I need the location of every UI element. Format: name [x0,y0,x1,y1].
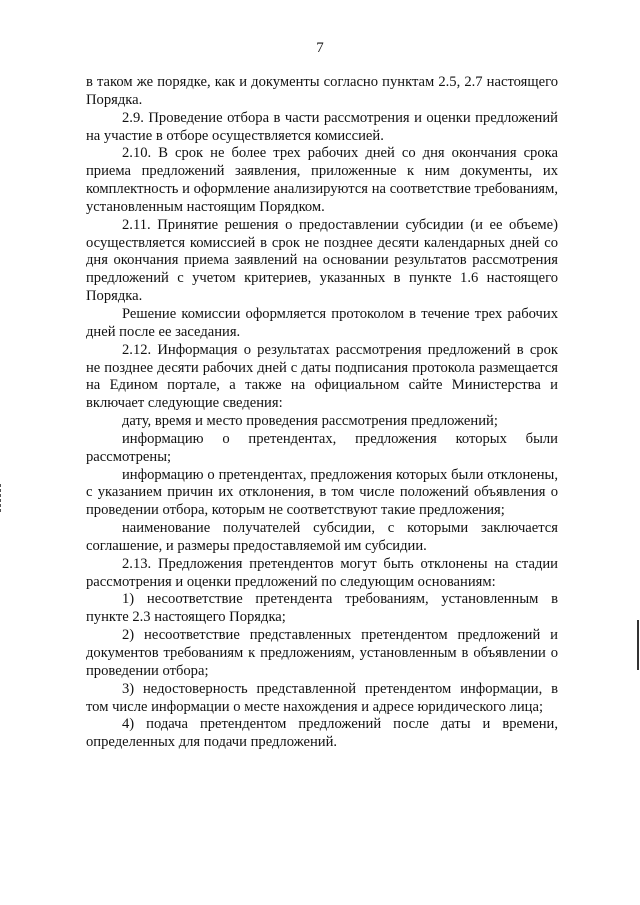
paragraph-2-12: 2.12. Информация о результатах рассмотрения предложений в срок не позднее десяти рабочих дней с даты подписания протокола размещается на Едином портале, а также на официальном сайте Министерства и включает следующие сведения: [86,341,558,412]
rejection-ground-4: 4) подача претендентом предложений после даты и времени, определенных для подачи предложений. [86,716,558,751]
page-number: 7 [316,40,324,56]
list-item-date-time-place: дату, время и место проведения рассмотрения предложений; [122,413,498,430]
paragraph-2-9: 2.9. Проведение отбора в части рассмотрения и оценки предложений на участие в отборе осуществляется комиссией. [86,109,558,144]
paragraph-2-10: 2.10. В срок не более трех рабочих дней со дня окончания срока приема предложений заявления, приложенные к ним документы, их комплектность и оформление анализируются на соответствие требованиям, установленным настоящим Порядком. [86,145,558,215]
list-item-rejected-applicants: информацию о претендентах, предложения которых были отклонены, с указанием причин их отклонения, в том числе положений объявления о проведении отбора, которым не соответствуют такие предложения; [86,466,558,519]
paragraph-continuation: в таком же порядке, как и документы согласно пунктам 2.5, 2.7 настоящего Порядка. [86,74,558,108]
scan-edge-mark-right [637,620,639,670]
rejection-ground-2: 2) несоответствие представленных претендентом предложений и документов требованиям к предложениям, установленным в объявлении о проведении отбора; [86,627,558,679]
document-body [86,74,558,752]
paragraph-2-13: 2.13. Предложения претендентов могут быть отклонены на стадии рассмотрения и оценки предложений по следующим основаниям: [86,555,558,590]
paragraph-2-11: 2.11. Принятие решения о предоставлении субсидии (и ее объеме) осуществляется комиссией в срок не позднее десяти календарных дней со дня окончания приема заявлений на основании результатов рассмотрения предложений с учетом критериев, указанных в пункте 1.6 настоящего Порядка. [86,216,558,305]
rejection-ground-3: 3) недостоверность представленной претендентом информации, в том числе информации о месте нахождения и адресе юридического лица; [86,680,558,715]
list-item-considered-applicants: информацию о претендентах, предложения которых были рассмотрены; [86,430,558,465]
paragraph-commission-decision: Решение комиссии оформляется протоколом в течение трех рабочих дней после ее заседания. [86,305,558,340]
rejection-ground-1: 1) несоответствие претендента требованиям, установленным в пункте 2.3 настоящего Порядка; [86,591,558,626]
list-item-recipients: наименование получателей субсидии, с которыми заключается соглашение, и размеры предоставляемой им субсидии. [86,520,558,554]
scan-edge-mark-left [0,484,3,512]
